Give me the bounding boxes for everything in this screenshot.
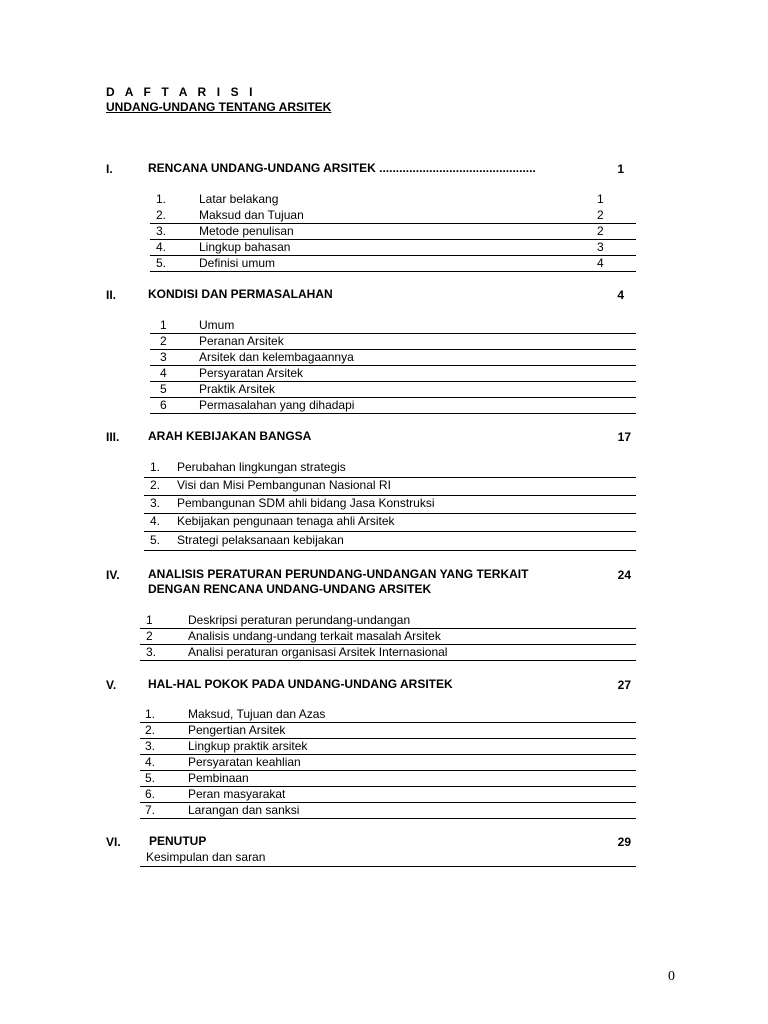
item-number: 5. bbox=[150, 533, 161, 547]
section-page: 17 bbox=[617, 430, 631, 444]
item-number: 2 bbox=[146, 629, 153, 643]
item-label: Analisis undang-undang terkait masalah Arsitek bbox=[188, 629, 441, 643]
item-label: Visi dan Misi Pembangunan Nasional RI bbox=[177, 478, 391, 492]
item-label: Deskripsi peraturan perundang-undangan bbox=[188, 613, 411, 627]
toc-item bbox=[140, 771, 636, 787]
toc-subtitle: UNDANG-UNDANG TENTANG ARSITEK bbox=[106, 100, 332, 114]
item-number: 5 bbox=[160, 382, 167, 396]
item-number: 4. bbox=[145, 755, 156, 769]
section-page: 1 bbox=[617, 162, 624, 176]
item-number: 4 bbox=[160, 366, 167, 380]
item-number: 1 bbox=[146, 613, 153, 627]
toc-item bbox=[140, 645, 636, 661]
item-label: Peran masyarakat bbox=[188, 787, 286, 801]
item-number: 2. bbox=[145, 723, 156, 737]
item-number: 5. bbox=[145, 771, 156, 785]
item-number: 3. bbox=[146, 645, 157, 659]
item-label: Lingkup praktik arsitek bbox=[188, 739, 308, 753]
section-page: 24 bbox=[617, 568, 631, 582]
section-page: 27 bbox=[617, 678, 631, 692]
item-number: 2 bbox=[160, 334, 167, 348]
toc-item bbox=[140, 723, 636, 739]
toc-item bbox=[150, 240, 636, 256]
item-label: Arsitek dan kelembagaannya bbox=[199, 350, 354, 364]
section-number: VI. bbox=[106, 835, 121, 849]
row-divider bbox=[150, 271, 636, 272]
item-label: Larangan dan sanksi bbox=[188, 803, 300, 817]
section-number: I. bbox=[106, 162, 113, 176]
item-number: 3 bbox=[160, 350, 167, 364]
toc-item bbox=[150, 208, 636, 224]
section-title-line2: DENGAN RENCANA UNDANG-UNDANG ARSITEK bbox=[148, 582, 432, 596]
item-number: 2. bbox=[150, 478, 161, 492]
row-divider bbox=[150, 413, 636, 414]
toc-item bbox=[140, 613, 636, 629]
item-label: Pembangunan SDM ahli bidang Jasa Konstruksi bbox=[177, 496, 435, 510]
toc-item bbox=[144, 514, 636, 532]
toc-item bbox=[150, 256, 636, 272]
item-label: Strategi pelaksanaan kebijakan bbox=[177, 533, 344, 547]
item-label: Kebijakan pengunaan tenaga ahli Arsitek bbox=[177, 514, 395, 528]
item-page: 3 bbox=[597, 240, 604, 254]
toc-item bbox=[140, 739, 636, 755]
toc-item bbox=[140, 755, 636, 771]
toc-item bbox=[144, 460, 636, 478]
item-label: Maksud dan Tujuan bbox=[199, 208, 304, 222]
section-title: ARAH KEBIJAKAN BANGSA bbox=[148, 429, 312, 443]
item-label: Metode penulisan bbox=[199, 224, 294, 238]
item-label: Umum bbox=[199, 318, 235, 332]
toc-item bbox=[150, 318, 636, 334]
item-number: 1 bbox=[160, 318, 167, 332]
toc-item bbox=[150, 366, 636, 382]
item-number: 3. bbox=[145, 739, 156, 753]
item-page: 4 bbox=[597, 256, 604, 270]
row-divider bbox=[144, 550, 636, 551]
toc-item bbox=[150, 224, 636, 240]
item-number: 3. bbox=[150, 496, 161, 510]
row-divider bbox=[140, 660, 636, 661]
toc-item bbox=[140, 707, 636, 723]
section-title-line1: ANALISIS PERATURAN PERUNDANG-UNDANGAN YANG TERKAIT bbox=[148, 567, 529, 581]
row-divider bbox=[140, 866, 636, 867]
toc-item bbox=[150, 350, 636, 366]
item-label: Definisi umum bbox=[199, 256, 276, 270]
toc-item bbox=[144, 533, 636, 551]
item-label: Maksud, Tujuan dan Azas bbox=[188, 707, 326, 721]
item-number: 7. bbox=[145, 803, 156, 817]
item-number: 4. bbox=[150, 514, 161, 528]
item-number: 1. bbox=[156, 192, 167, 206]
toc-item bbox=[150, 192, 636, 208]
section-number: III. bbox=[106, 430, 120, 444]
item-label: Perubahan lingkungan strategis bbox=[177, 460, 346, 474]
item-number: 1. bbox=[145, 707, 156, 721]
item-label: Pembinaan bbox=[188, 771, 249, 785]
toc-item bbox=[150, 334, 636, 350]
toc-item bbox=[150, 382, 636, 398]
item-number: 3. bbox=[156, 224, 167, 238]
section-number: II. bbox=[106, 288, 117, 302]
item-page: 2 bbox=[597, 208, 604, 222]
toc-item bbox=[150, 398, 636, 414]
toc-item bbox=[144, 478, 636, 496]
section-page: 29 bbox=[617, 835, 631, 849]
item-number: 5. bbox=[156, 256, 167, 270]
item-label: Permasalahan yang dihadapi bbox=[199, 398, 355, 412]
item-number: 6. bbox=[145, 787, 156, 801]
item-label: Lingkup bahasan bbox=[199, 240, 291, 254]
section-page: 4 bbox=[617, 288, 624, 302]
toc-item bbox=[140, 850, 636, 867]
section-title: RENCANA UNDANG-UNDANG ARSITEK ............................................... bbox=[148, 161, 536, 175]
toc-title: D A F T A R I S I bbox=[106, 85, 257, 99]
toc-item bbox=[140, 803, 636, 819]
item-label: Peranan Arsitek bbox=[199, 334, 284, 348]
item-page: 2 bbox=[597, 224, 604, 238]
section-title: PENUTUP bbox=[149, 834, 207, 848]
item-number: 1. bbox=[150, 460, 161, 474]
item-label: Analisi peraturan organisasi Arsitek Internasional bbox=[188, 645, 448, 659]
item-label: Kesimpulan dan saran bbox=[146, 850, 266, 864]
item-number: 4. bbox=[156, 240, 167, 254]
toc-item bbox=[140, 629, 636, 645]
section-title: HAL-HAL POKOK PADA UNDANG-UNDANG ARSITEK bbox=[148, 677, 453, 691]
section-number: IV. bbox=[106, 568, 120, 582]
item-label: Latar belakang bbox=[199, 192, 279, 206]
item-page: 1 bbox=[597, 192, 604, 206]
toc-item bbox=[140, 787, 636, 803]
row-divider bbox=[140, 818, 636, 819]
section-number: V. bbox=[106, 678, 117, 692]
row-divider bbox=[144, 531, 636, 532]
item-number: 2. bbox=[156, 208, 167, 222]
item-number: 6 bbox=[160, 398, 167, 412]
section-title: KONDISI DAN PERMASALAHAN bbox=[148, 287, 333, 301]
item-label: Persyaratan keahlian bbox=[188, 755, 301, 769]
item-label: Praktik Arsitek bbox=[199, 382, 276, 396]
item-label: Persyaratan Arsitek bbox=[199, 366, 304, 380]
page-number: 0 bbox=[668, 969, 675, 984]
item-label: Pengertian Arsitek bbox=[188, 723, 286, 737]
toc-item bbox=[144, 496, 636, 514]
